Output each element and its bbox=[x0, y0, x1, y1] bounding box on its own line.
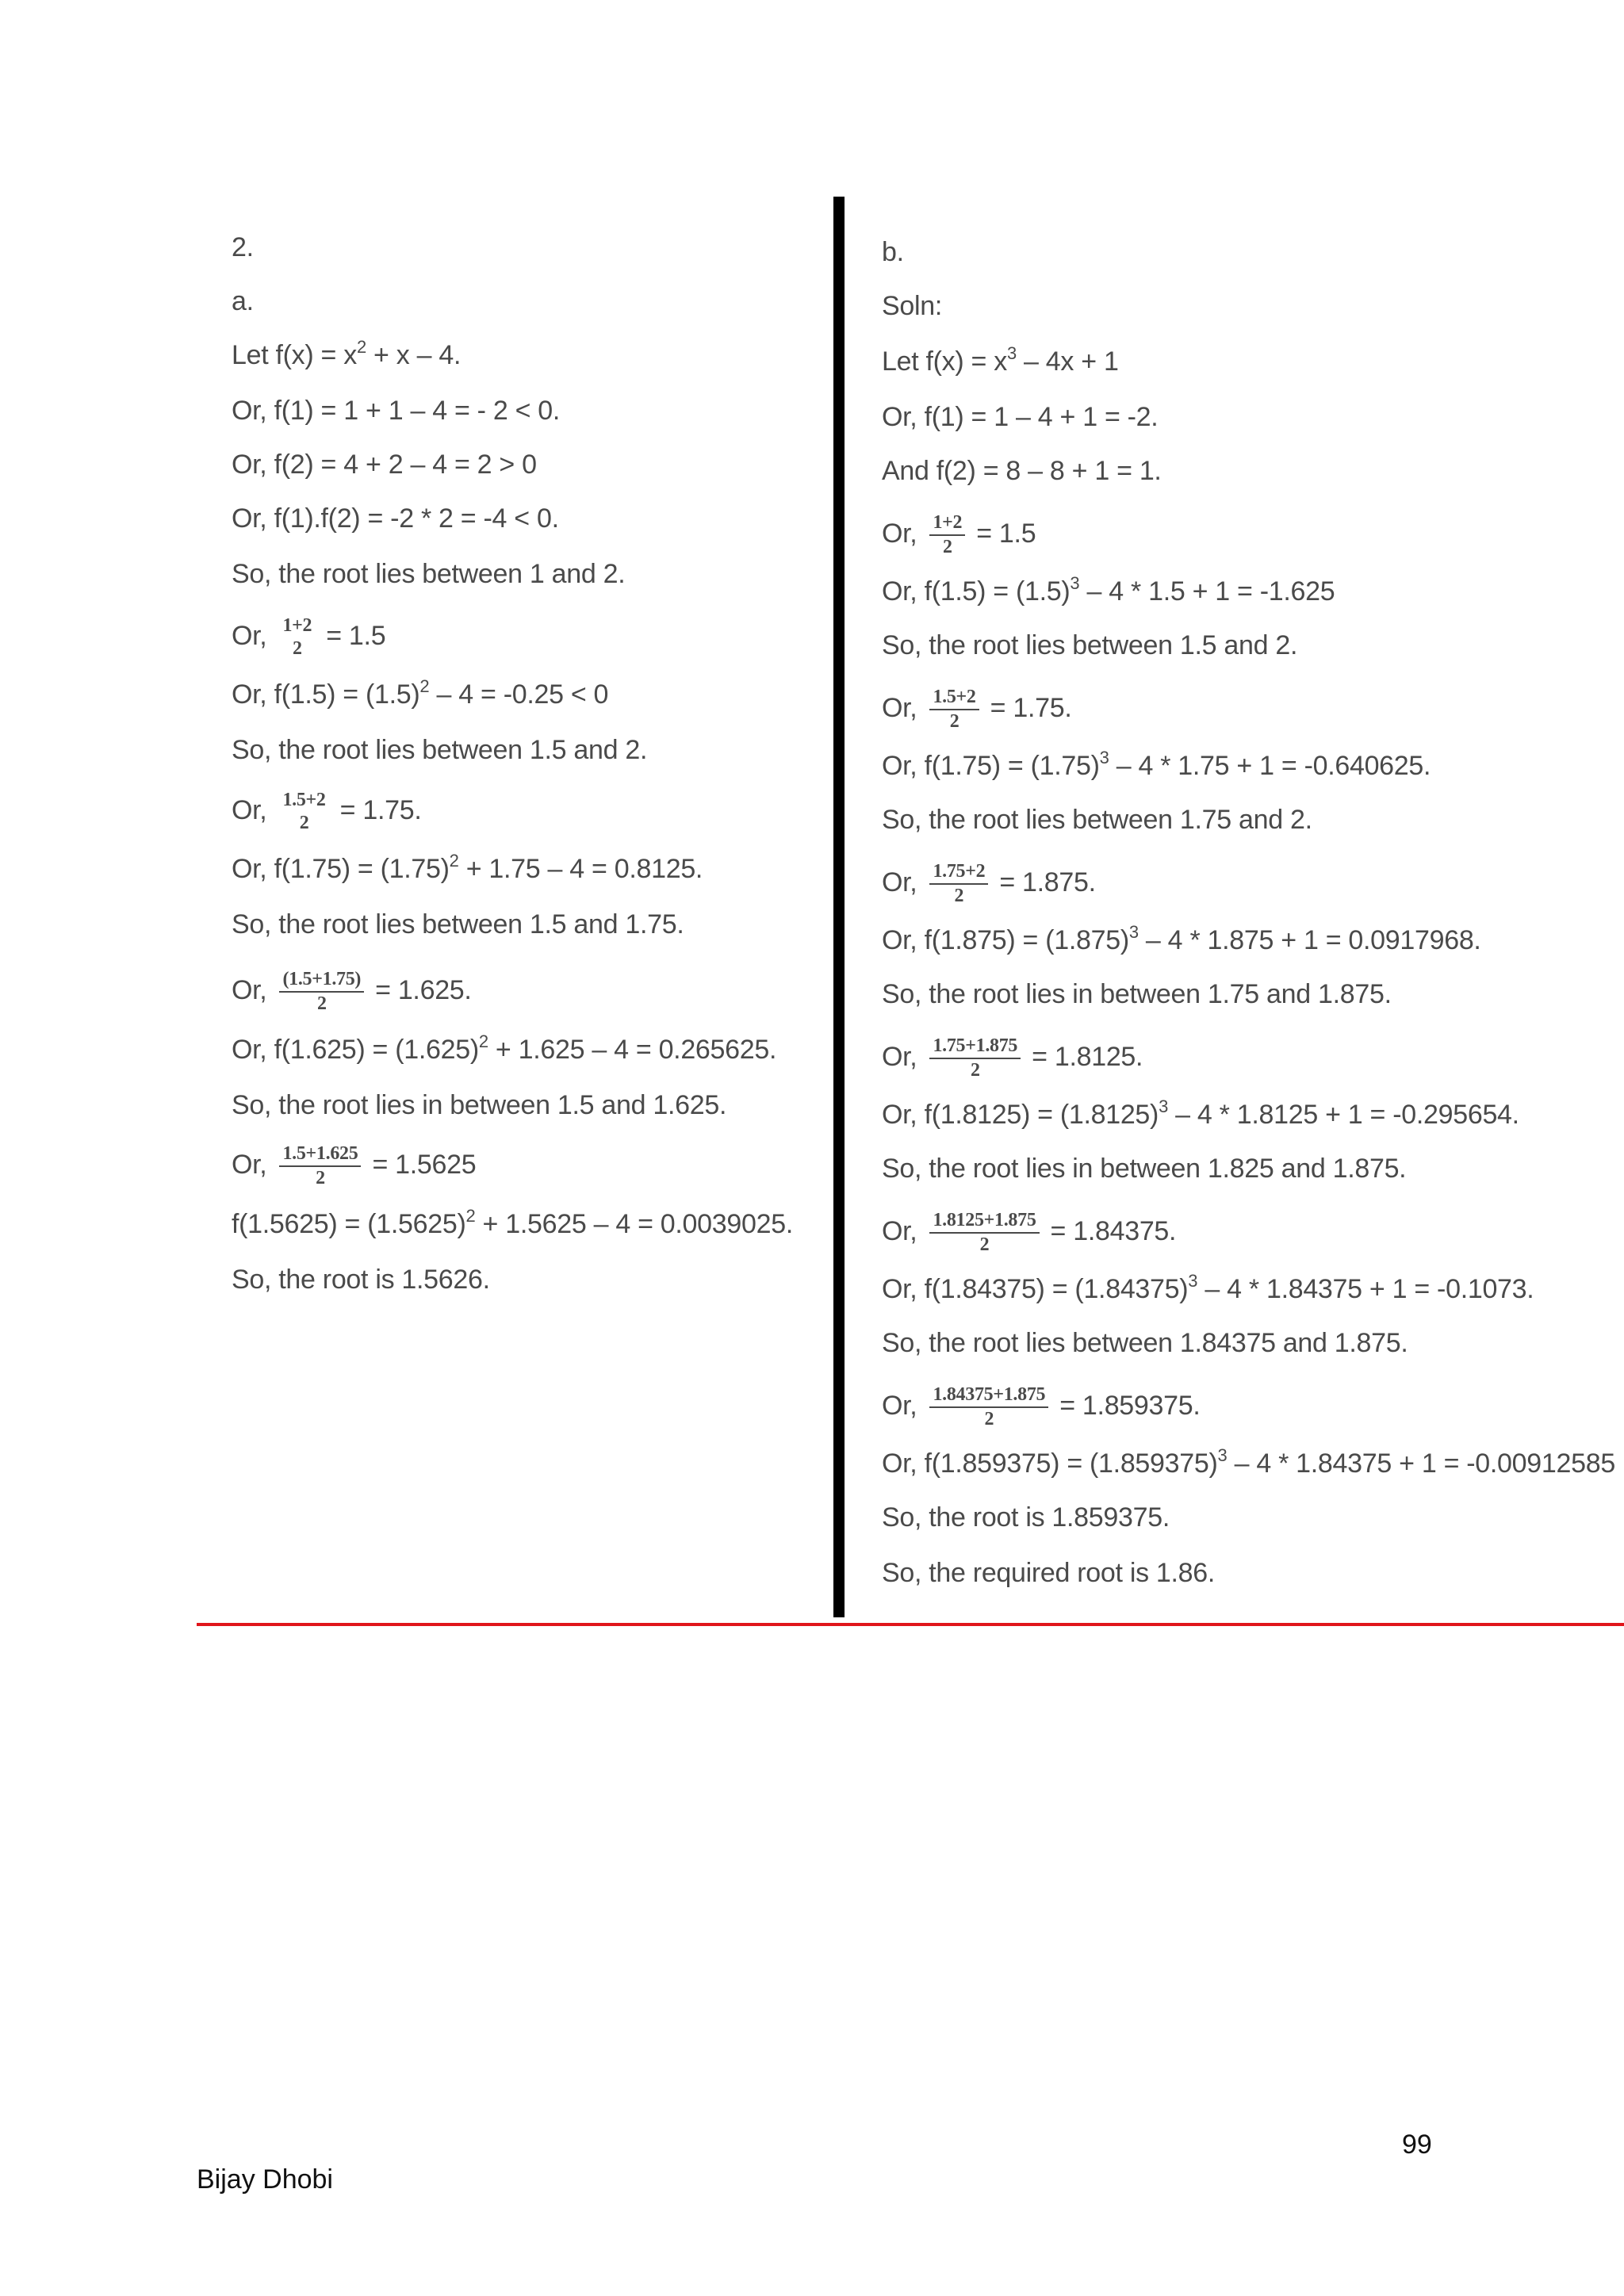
expression-text: – 4x + 1 bbox=[1016, 346, 1119, 377]
fraction-numerator: 1.5+2 bbox=[282, 790, 326, 810]
expression-text: = 1.5 bbox=[976, 518, 1036, 549]
math-line bbox=[232, 1143, 476, 1189]
math-line: And f(2) = 8 – 8 + 1 = 1. bbox=[882, 456, 1162, 486]
author-name: Bijay Dhobi bbox=[197, 2164, 333, 2195]
math-line bbox=[882, 1273, 1534, 1305]
section-rule bbox=[197, 1623, 1624, 1626]
fraction bbox=[929, 1384, 1048, 1430]
expression-text: Or, f(1.5) = (1.5) bbox=[232, 679, 420, 710]
math-line bbox=[882, 1210, 1176, 1256]
line-prefix: Or, bbox=[882, 692, 917, 723]
math-line: So, the root is 1.5626. bbox=[232, 1265, 490, 1295]
exponent: 2 bbox=[419, 676, 430, 696]
math-line: Or, f(1).f(2) = -2 * 2 = -4 < 0. bbox=[232, 503, 559, 534]
expression-text: f(1.5625) = (1.5625) bbox=[232, 1209, 466, 1239]
math-line: Soln: bbox=[882, 291, 942, 321]
math-line: Or, f(2) = 4 + 2 – 4 = 2 > 0 bbox=[232, 450, 537, 480]
exponent: 2 bbox=[356, 337, 366, 357]
math-line: So, the root lies between 1.75 and 2. bbox=[882, 805, 1312, 835]
expression-text: = 1.625. bbox=[375, 974, 472, 1005]
math-line bbox=[232, 853, 703, 885]
expression-text: Let f(x) = x bbox=[882, 346, 1007, 377]
math-line bbox=[882, 861, 1096, 907]
fraction-numerator: 1.84375+1.875 bbox=[929, 1384, 1048, 1408]
math-line: So, the root lies between 1.84375 and 1.875. bbox=[882, 1328, 1408, 1358]
fraction-numerator: 1.5+2 bbox=[929, 687, 979, 710]
fraction bbox=[929, 1210, 1039, 1256]
fraction-numerator: 1+2 bbox=[282, 615, 312, 636]
fraction bbox=[279, 615, 315, 660]
fraction bbox=[279, 969, 364, 1015]
expression-text: Or, f(1.875) = (1.875) bbox=[882, 925, 1129, 955]
math-line bbox=[232, 339, 461, 371]
expression-text: – 4 * 1.875 + 1 = 0.0917968. bbox=[1138, 925, 1481, 955]
math-line bbox=[882, 573, 1335, 607]
math-line: So, the root lies between 1 and 2. bbox=[232, 559, 626, 589]
math-line bbox=[882, 343, 1119, 377]
fraction-denominator: 2 bbox=[292, 638, 302, 659]
fraction-denominator: 2 bbox=[299, 813, 309, 833]
exponent: 2 bbox=[478, 1031, 488, 1051]
fraction-numerator: 1.75+1.875 bbox=[929, 1035, 1021, 1059]
line-prefix: Or, bbox=[882, 1041, 917, 1072]
fraction bbox=[279, 1143, 361, 1189]
expression-text: Or, f(1.8125) = (1.8125) bbox=[882, 1100, 1159, 1130]
exponent: 3 bbox=[1070, 573, 1080, 593]
expression-text: – 4 = -0.25 < 0 bbox=[429, 679, 609, 710]
expression-text: = 1.8125. bbox=[1032, 1041, 1143, 1072]
exponent: 3 bbox=[1006, 343, 1017, 363]
math-line: b. bbox=[882, 237, 904, 267]
fraction bbox=[929, 512, 965, 558]
line-prefix: Or, bbox=[882, 518, 917, 549]
math-line: So, the root is 1.859375. bbox=[882, 1502, 1170, 1533]
math-line: Or, f(1) = 1 + 1 – 4 = - 2 < 0. bbox=[232, 396, 561, 426]
expression-text: = 1.5 bbox=[326, 620, 386, 651]
expression-text: = 1.5625 bbox=[372, 1149, 477, 1180]
fraction-denominator: 2 bbox=[949, 711, 959, 732]
column-divider bbox=[833, 197, 845, 1617]
fraction-numerator: 1.5+1.625 bbox=[279, 1143, 361, 1167]
expression-text: Or, f(1.84375) = (1.84375) bbox=[882, 1274, 1189, 1304]
fraction-numerator: 1.8125+1.875 bbox=[929, 1210, 1039, 1234]
line-prefix: Or, bbox=[232, 620, 267, 651]
fraction bbox=[929, 687, 979, 733]
exponent: 3 bbox=[1128, 922, 1139, 942]
exponent: 2 bbox=[449, 851, 459, 871]
math-line: So, the root lies between 1.5 and 1.75. bbox=[232, 909, 684, 939]
math-line bbox=[882, 750, 1431, 782]
expression-text: Let f(x) = x bbox=[232, 340, 357, 370]
math-line: Or, f(1) = 1 – 4 + 1 = -2. bbox=[882, 402, 1159, 432]
fraction-denominator: 2 bbox=[954, 886, 964, 906]
math-line bbox=[882, 1384, 1201, 1430]
math-line bbox=[232, 676, 609, 710]
exponent: 3 bbox=[1099, 748, 1109, 767]
line-prefix: Or, bbox=[232, 1149, 267, 1180]
math-line: So, the root lies between 1.5 and 2. bbox=[882, 630, 1298, 660]
expression-text: = 1.84375. bbox=[1050, 1215, 1177, 1246]
fraction bbox=[929, 861, 988, 907]
math-line: So, the required root is 1.86. bbox=[882, 1558, 1216, 1588]
expression-text: Or, f(1.5) = (1.5) bbox=[882, 576, 1071, 607]
math-line bbox=[232, 1031, 777, 1066]
math-line bbox=[882, 1035, 1143, 1081]
exponent: 3 bbox=[1188, 1271, 1198, 1291]
expression-text: + 1.75 – 4 = 0.8125. bbox=[458, 854, 703, 884]
math-line: 2. bbox=[232, 232, 254, 262]
expression-text: Or, f(1.75) = (1.75) bbox=[882, 751, 1100, 781]
page-number: 99 bbox=[1402, 2130, 1432, 2160]
expression-text: Or, f(1.75) = (1.75) bbox=[232, 854, 450, 884]
expression-text: = 1.75. bbox=[339, 794, 422, 825]
line-prefix: Or, bbox=[882, 1215, 917, 1246]
fraction-denominator: 2 bbox=[942, 537, 952, 557]
math-line: So, the root lies between 1.5 and 2. bbox=[232, 735, 648, 765]
math-line: a. bbox=[232, 286, 254, 316]
expression-text: – 4 * 1.8125 + 1 = -0.295654. bbox=[1168, 1100, 1519, 1130]
fraction-denominator: 2 bbox=[316, 1168, 325, 1188]
fraction-denominator: 2 bbox=[316, 993, 327, 1014]
expression-text: + x – 4. bbox=[366, 340, 462, 370]
expression-text: Or, f(1.859375) = (1.859375) bbox=[882, 1448, 1218, 1479]
math-line bbox=[882, 1445, 1615, 1479]
expression-text: – 4 * 1.75 + 1 = -0.640625. bbox=[1109, 751, 1431, 781]
fraction bbox=[279, 790, 328, 834]
math-line bbox=[882, 1096, 1519, 1131]
math-line bbox=[232, 969, 472, 1015]
math-line: So, the root lies in between 1.5 and 1.625. bbox=[232, 1090, 727, 1120]
fraction-numerator: (1.5+1.75) bbox=[279, 969, 364, 993]
expression-text: + 1.625 – 4 = 0.265625. bbox=[488, 1035, 777, 1065]
fraction-denominator: 2 bbox=[979, 1234, 990, 1255]
expression-text: Or, f(1.625) = (1.625) bbox=[232, 1035, 479, 1065]
exponent: 2 bbox=[465, 1206, 476, 1226]
expression-text: – 4 * 1.84375 + 1 = -0.00912585 bbox=[1227, 1448, 1615, 1479]
expression-text: = 1.75. bbox=[990, 692, 1072, 723]
math-line bbox=[232, 1208, 793, 1240]
fraction-numerator: 1.75+2 bbox=[929, 861, 988, 885]
fraction-numerator: 1+2 bbox=[929, 512, 965, 536]
expression-text: – 4 * 1.5 + 1 = -1.625 bbox=[1079, 576, 1335, 607]
line-prefix: Or, bbox=[232, 794, 267, 825]
line-prefix: Or, bbox=[882, 867, 917, 897]
exponent: 3 bbox=[1159, 1096, 1168, 1116]
fraction-denominator: 2 bbox=[984, 1409, 994, 1429]
math-line bbox=[882, 687, 1071, 733]
line-prefix: Or, bbox=[882, 1390, 917, 1421]
math-line bbox=[232, 615, 385, 660]
math-line bbox=[232, 790, 421, 834]
exponent: 3 bbox=[1217, 1445, 1228, 1465]
line-prefix: Or, bbox=[232, 974, 267, 1005]
math-line: So, the root lies in between 1.75 and 1.875. bbox=[882, 979, 1392, 1009]
fraction bbox=[929, 1035, 1021, 1081]
expression-text: = 1.859375. bbox=[1059, 1390, 1201, 1421]
expression-text: – 4 * 1.84375 + 1 = -0.1073. bbox=[1197, 1274, 1534, 1304]
expression-text: + 1.5625 – 4 = 0.0039025. bbox=[475, 1209, 793, 1239]
math-line: So, the root lies in between 1.825 and 1.875. bbox=[882, 1154, 1407, 1184]
math-line bbox=[882, 924, 1481, 956]
math-line bbox=[882, 512, 1036, 558]
fraction-denominator: 2 bbox=[970, 1060, 980, 1081]
expression-text: = 1.875. bbox=[999, 867, 1096, 897]
